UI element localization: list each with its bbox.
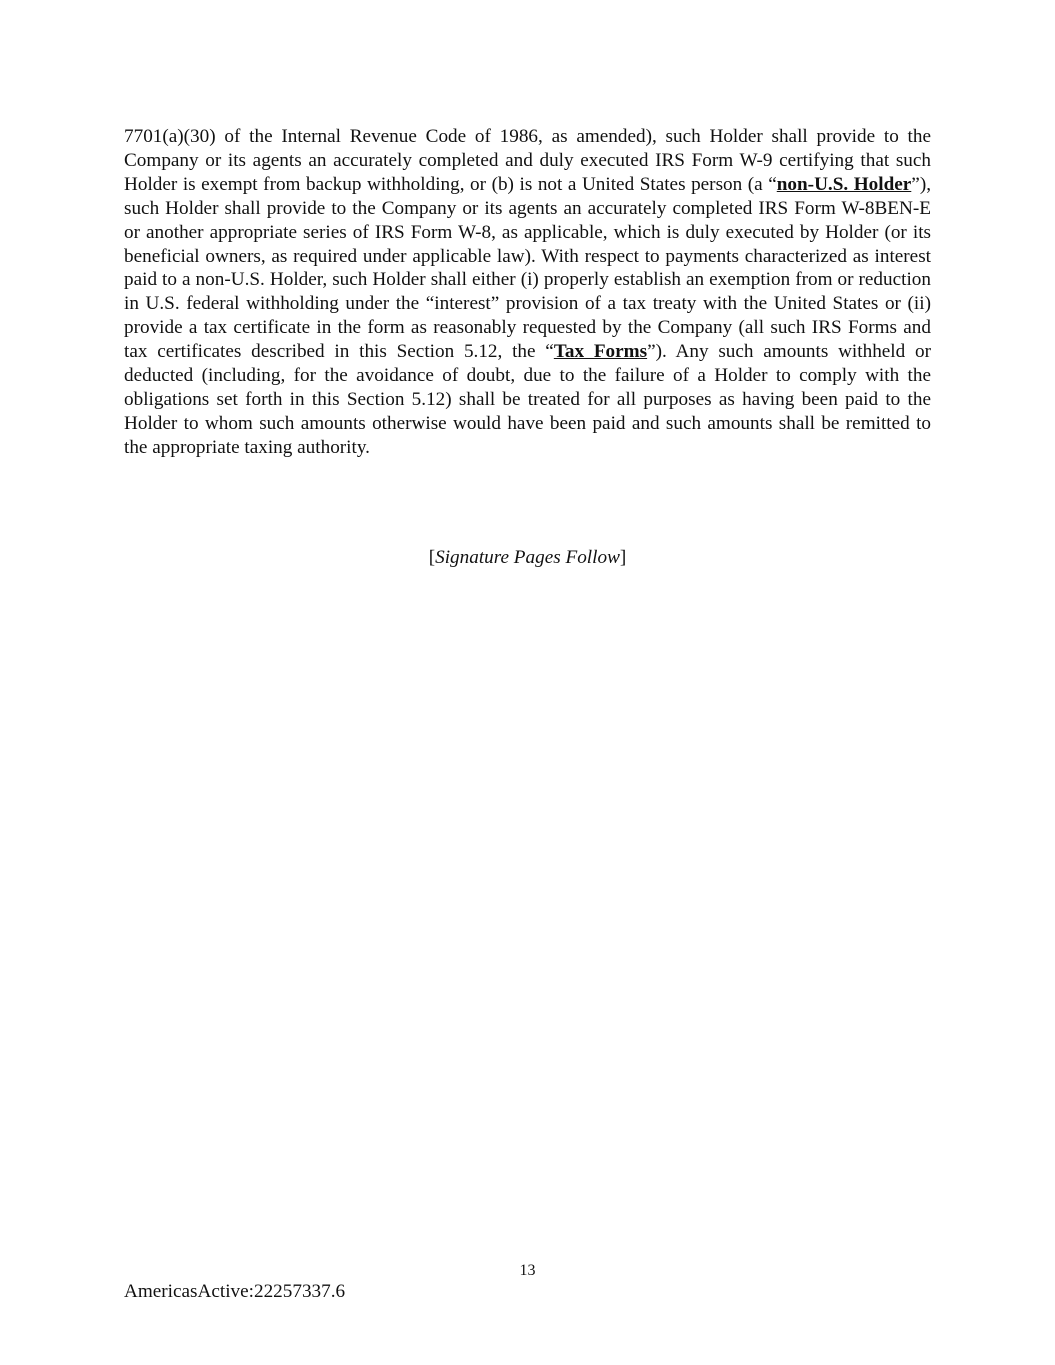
paragraph-text-part1: 7701(a)(30) of the Internal Revenue Code of 1986, as amended), such Holder shall provide to the Company or its agents an accurately completed and duly executed IRS Form W-9 certifying that such Holder is exempt from backup withholding, or (b) is not a United States person (a “ <box>124 126 931 195</box>
document-id: AmericasActive:22257337.6 <box>124 1281 346 1302</box>
signature-pages-note <box>0 546 1055 570</box>
signature-note-close-bracket: ] <box>619 547 627 568</box>
signature-note-open-bracket: [ <box>428 547 436 568</box>
paragraph-text-part3: ”). Any such amounts withheld or deducted (including, for the avoidance of doubt, due to the failure of a Holder to comply with the obligations set forth in this Section 5.12) shall be treated for all purposes as having been paid to the Holder to whom such amounts otherwise would have been paid and such amounts shall be remitted to the appropriate taxing authority. <box>124 341 931 458</box>
page-number: 13 <box>519 1262 536 1279</box>
defined-term-tax-forms: Tax Forms <box>553 341 648 363</box>
defined-term-non-us-holder: non-U.S. Holder <box>776 173 912 195</box>
paragraph-text-part2: ”), such Holder shall provide to the Company or its agents an accurately completed IRS Form W-8BEN-E or another appropriate series of IRS Form W-8, as applicable, which is duly executed by Holder (or its beneficial owners, as required under applicable law). With respect to payments characterized as interest paid to a non-U.S. Holder, such Holder shall either (i) properly establish an exemption from or reduction in U.S. federal withholding under the “interest” provision of a tax treaty with the United States or (ii) provide a tax certificate in the form as reasonably requested by the Company (all such IRS Forms and tax certificates described in this Section 5.12, the “ <box>124 173 931 363</box>
body-paragraph <box>124 125 931 460</box>
signature-note-text: Signature Pages Follow <box>435 547 620 568</box>
